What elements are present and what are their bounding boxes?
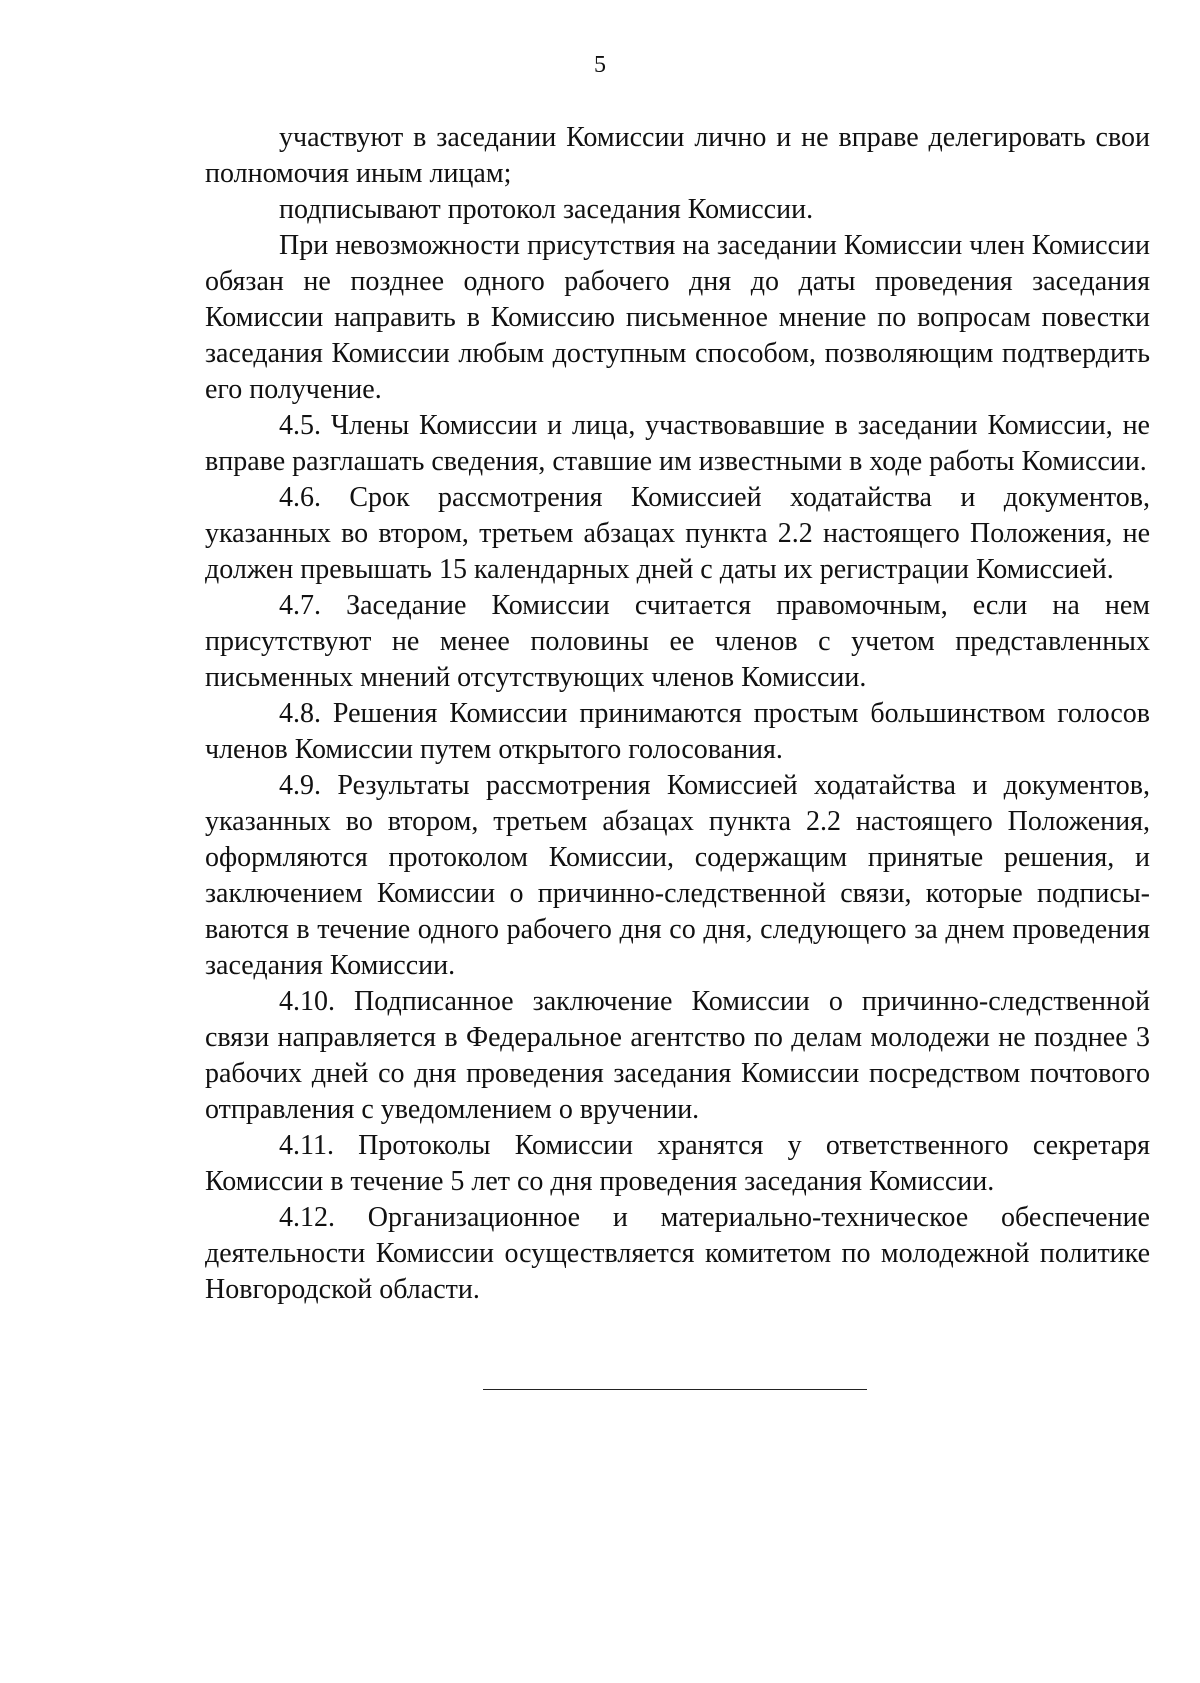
paragraph-4-6: 4.6. Срок рассмотрения Комиссией ходатайства и документов, указанных во втором, третьем абзацах пункта 2.2 настоящего Положения, не должен превышать 15 календарных дней с даты их регистрации Комиссией. [205,482,1150,585]
page-number: 5 [594,52,606,78]
paragraph-members-participation: участвуют в заседании Комиссии лично и не вправе делегировать свои полномочия иным лицам; [205,122,1150,189]
paragraph-4-11: 4.11. Протоколы Комиссии хранятся у ответственного секретаря Комиссии в течение 5 лет со дня проведения заседания Комиссии. [205,1130,1150,1197]
paragraph-sign-protocol: подписывают протокол заседания Комиссии. [279,194,814,225]
paragraph-4-10: 4.10. Подписанное заключение Комиссии о причинно-следственной связи направляется в Федеральное агентство по делам молодежи не позднее 3 рабочих дней со дня проведения заседания Комиссии посредством почтового отправления с уведомлением о вручении. [205,986,1150,1125]
paragraph-4-8: 4.8. Решения Комиссии принимаются простым большинством голосов членов Комиссии путем открытого голосования. [205,698,1150,765]
paragraph-absence-opinion: При невозможности присутствия на заседании Комиссии член Комиссии обязан не позднее одного рабочего дня до даты проведения заседания Комиссии направить в Комиссию письменное мнение по вопросам повестки заседания Комиссии любым доступным способом, позволяющим подтвердить его получение. [205,230,1150,405]
document-end-divider [483,1389,867,1390]
paragraph-4-9: 4.9. Результаты рассмотрения Комиссией ходатайства и документов, указанных во втором, третьем абзацах пункта 2.2 настоящего Положения, оформляются протоколом Комиссии, содержащим принятые решения, и заключением Комиссии о причинно-следственной связи, которые подписываются в течение одного рабочего дня со дня, следующего за днем проведения заседания Комиссии. [205,770,1150,981]
paragraph-4-12: 4.12. Организационное и материально-техническое обеспечение деятельности Комиссии осуществляется комитетом по молодежной политике Новгородской области. [205,1202,1150,1305]
document-body [205,120,1150,1308]
paragraph-4-5: 4.5. Члены Комиссии и лица, участвовавшие в заседании Комиссии, не вправе разглашать сведения, ставшие им известными в ходе работы Комиссии. [205,410,1150,477]
paragraph-4-7: 4.7. Заседание Комиссии считается правомочным, если на нем присутствуют не менее половины ее членов с учетом представленных письменных мнений отсутствующих членов Комиссии. [205,590,1150,693]
